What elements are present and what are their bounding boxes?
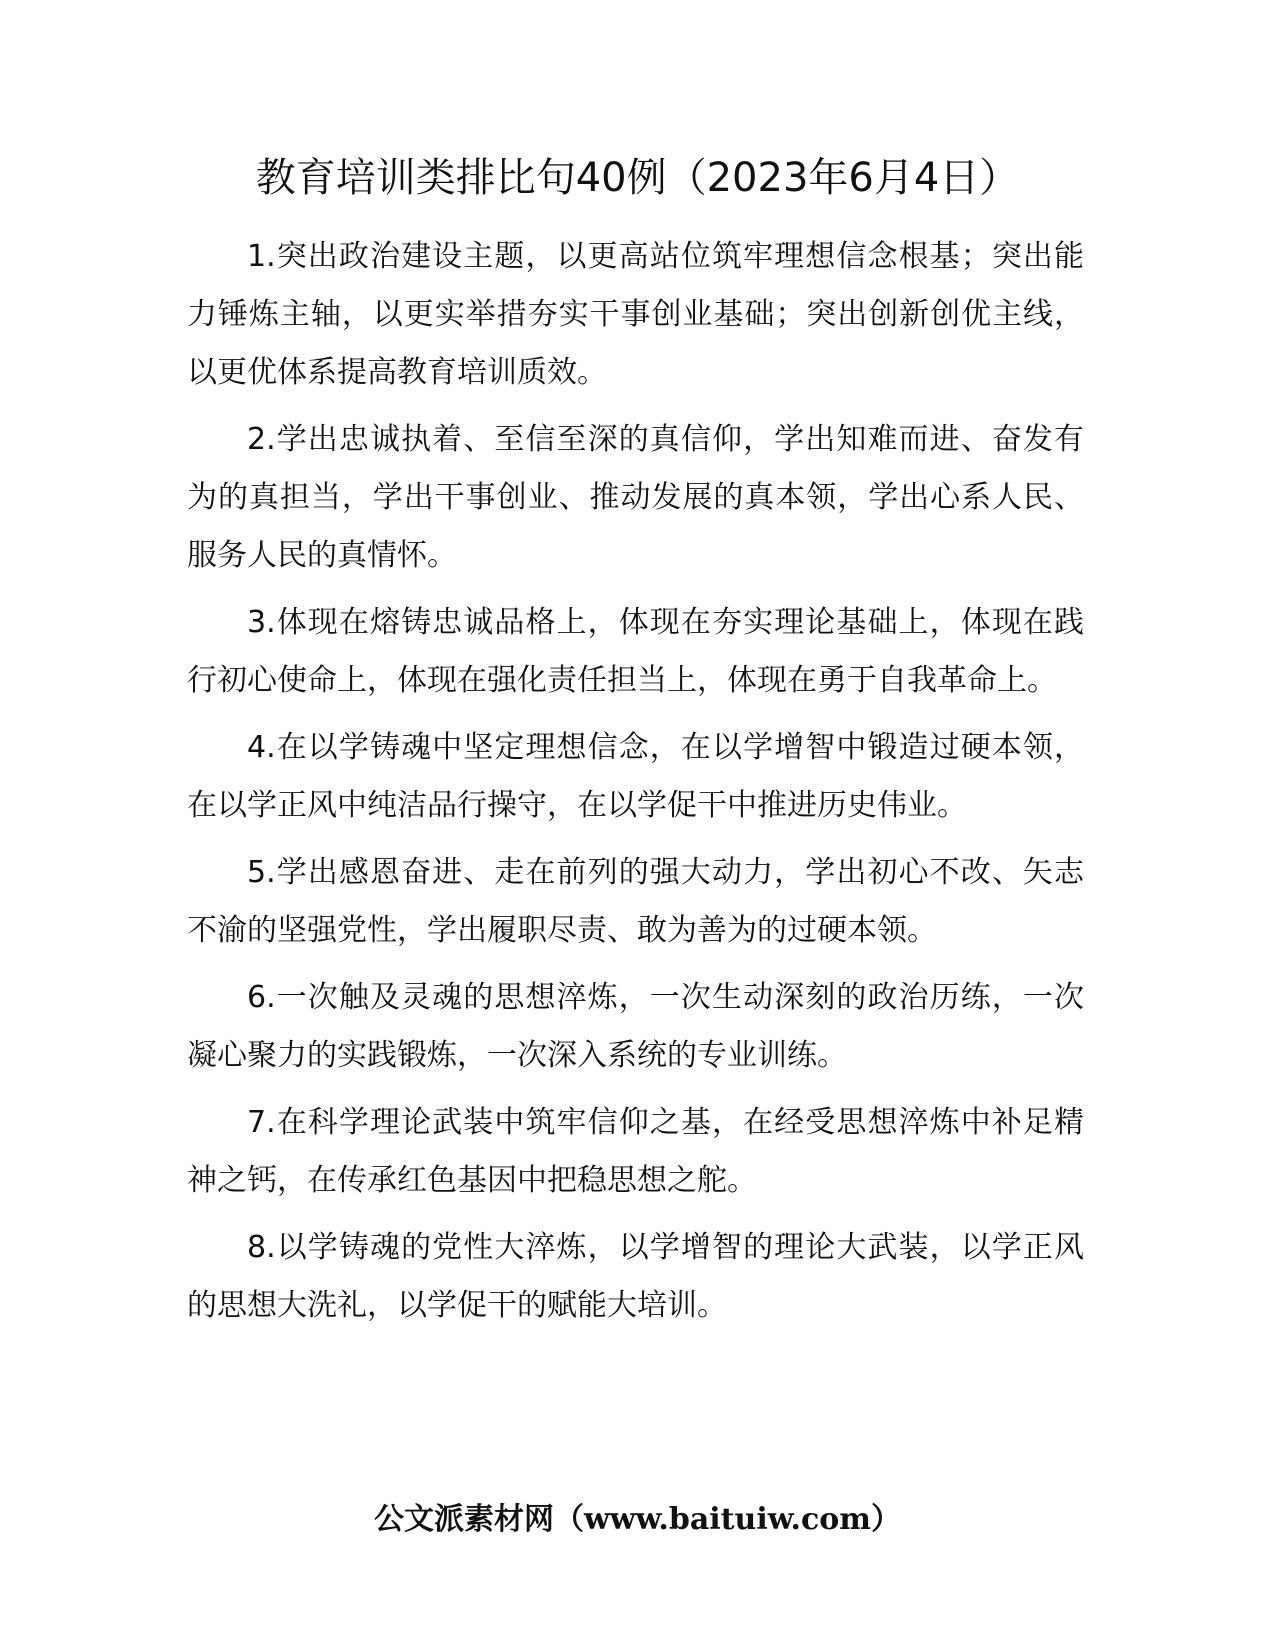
paragraph-6: 6.一次触及灵魂的思想淬炼，一次生动深刻的政治历练，一次凝心聚力的实践锻炼，一次深入系统的专业训练。: [187, 980, 1084, 1073]
paragraph-7: 7.在科学理论武装中筑牢信仰之基，在经受思想淬炼中补足精神之钙，在传承红色基因中把稳思想之舵。: [187, 1105, 1084, 1198]
footer-watermark: 公文派素材网（www.baituiw.com）: [373, 1502, 902, 1537]
document-body: [187, 228, 1084, 1344]
paragraph-1: 1.突出政治建设主题，以更高站位筑牢理想信念根基；突出能力锤炼主轴，以更实举措夯实干事创业基础；突出创新创优主线，以更优体系提高教育培训质效。: [187, 239, 1084, 390]
paragraph-4: 4.在以学铸魂中坚定理想信念，在以学增智中锻造过硬本领，在以学正风中纯洁品行操守，在以学促干中推进历史伟业。: [187, 730, 1084, 823]
paragraph-5: 5.学出感恩奋进、走在前列的强大动力，学出初心不改、矢志不渝的坚强党性，学出履职尽责、敢为善为的过硬本领。: [187, 855, 1084, 948]
document-title: 教育培训类排比句40例（2023年6月4日）: [255, 155, 1020, 201]
paragraph-8: 8.以学铸魂的党性大淬炼，以学增智的理论大武装，以学正风的思想大洗礼，以学促干的赋能大培训。: [187, 1230, 1084, 1323]
paragraph-2: 2.学出忠诚执着、至信至深的真信仰，学出知难而进、奋发有为的真担当，学出干事创业、推动发展的真本领，学出心系人民、服务人民的真情怀。: [187, 422, 1084, 573]
paragraph-3: 3.体现在熔铸忠诚品格上，体现在夯实理论基础上，体现在践行初心使命上，体现在强化责任担当上，体现在勇于自我革命上。: [187, 605, 1084, 698]
